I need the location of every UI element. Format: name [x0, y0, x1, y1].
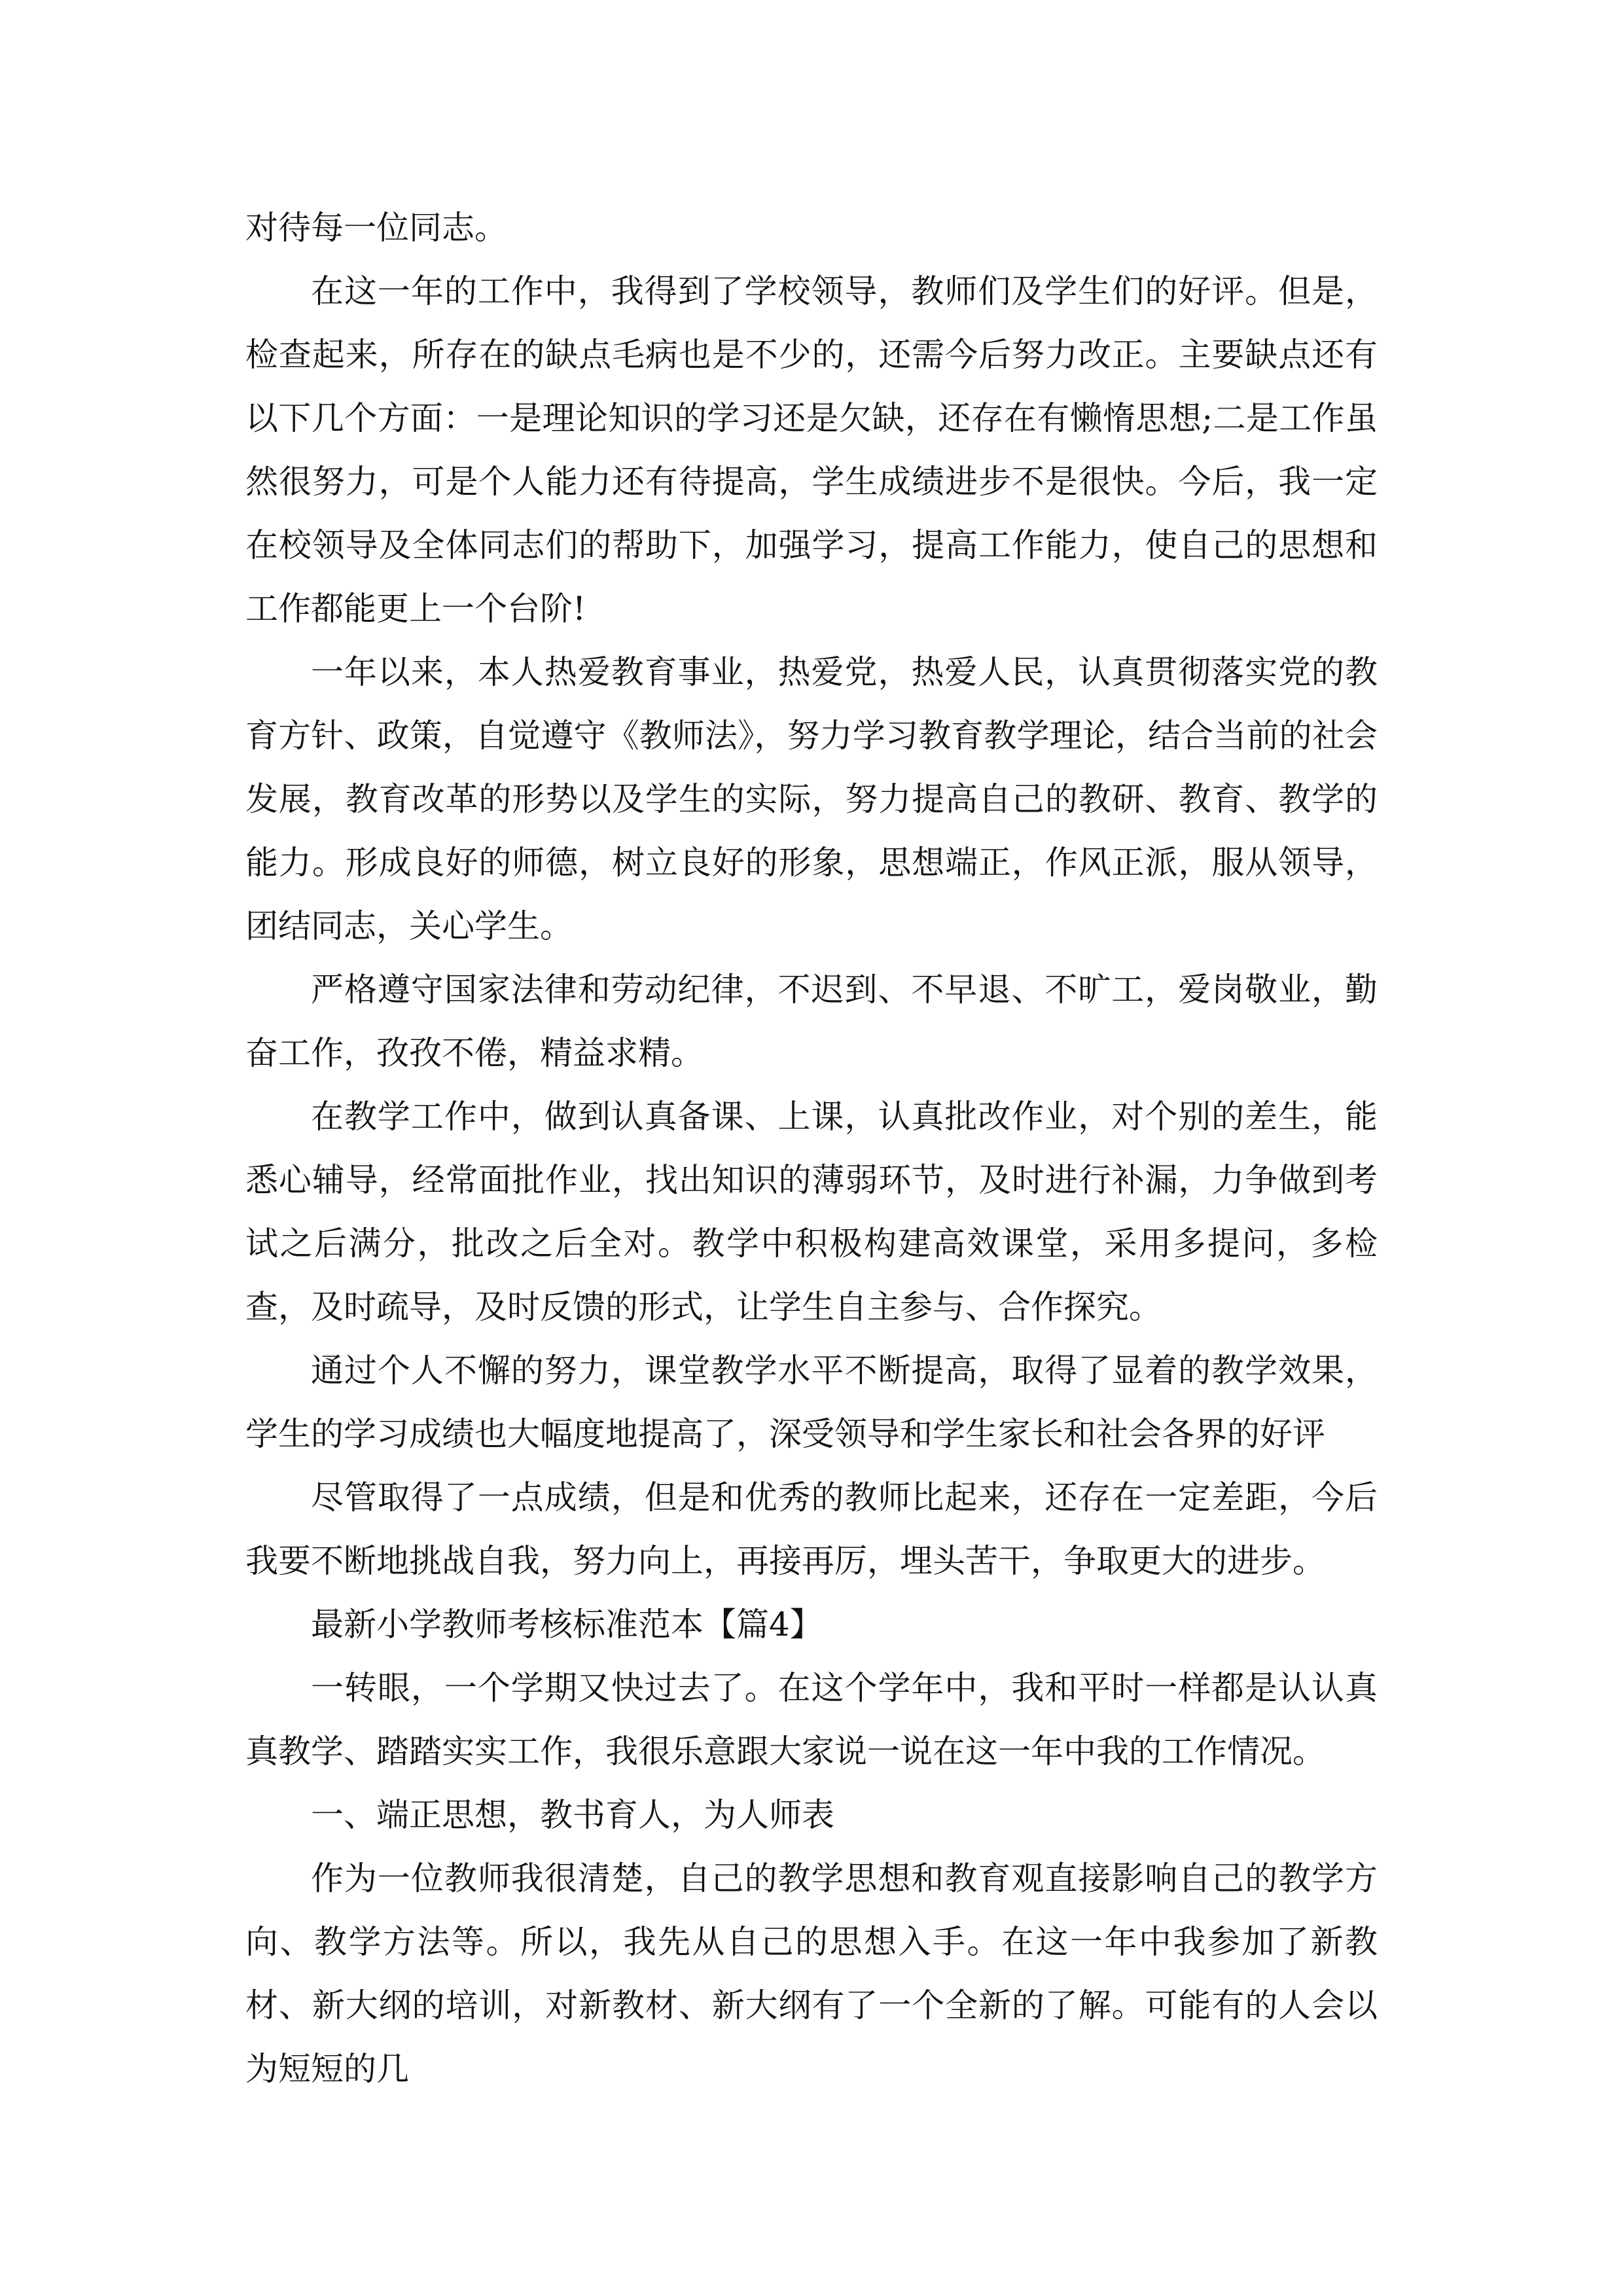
paragraph-results: 通过个人不懈的努力，课堂教学水平不断提高，取得了显着的教学效果，学生的学习成绩也大幅度地提高了，深受领导和学生家长和社会各界的好评 — [245, 1352, 1378, 1453]
paragraph-continuation: 对待每一位同志。 — [245, 209, 507, 247]
paragraph-year-summary: 一年以来，本人热爱教育事业，热爱党，热爱人民，认真贯彻落实党的教育方针、政策，自觉遵守《教师法》，努力学习教育教学理论，结合当前的社会发展，教育改革的形势以及学生的实际，努力提高自己的教研、教育、教学的能力。形成良好的师德，树立良好的形象，思想端正，作风正派，服从领导，团结同志，关心学生。 — [245, 653, 1378, 945]
paragraph-teaching-work: 在教学工作中，做到认真备课、上课，认真批改作业，对个别的差生，能悉心辅导，经常面批作业，找出知识的薄弱环节，及时进行补漏，力争做到考试之后满分，批改之后全对。教学中积极构建高效课堂，采用多提问，多检查，及时疏导，及时反馈的形式，让学生自主参与、合作探究。 — [245, 1098, 1378, 1326]
paragraph-teaching-philosophy: 作为一位教师我很清楚，自己的教学思想和教育观直接影响自己的教学方向、教学方法等。所以，我先从自己的思想入手。在这一年中我参加了新教材、新大纲的培训，对新教材、新大纲有了一个全新的了解。可能有的人会以为短短的几 — [245, 1859, 1378, 2088]
paragraph-intro: 一转眼，一个学期又快过去了。在这个学年中，我和平时一样都是认认真真教学、踏踏实实工作，我很乐意跟大家说一说在这一年中我的工作情况。 — [245, 1669, 1378, 1770]
subsection-heading: 一、端正思想，教书育人，为人师表 — [311, 1796, 834, 1834]
paragraph-self-review: 在这一年的工作中，我得到了学校领导，教师们及学生们的好评。但是，检查起来，所存在的缺点毛病也是不少的，还需今后努力改正。主要缺点还有以下几个方面：一是理论知识的学习还是欠缺，还存在有懒惰思想;二是工作虽然很努力，可是个人能力还有待提高，学生成绩进步不是很快。今后，我一定在校领导及全体同志们的帮助下，加强学习，提高工作能力，使自己的思想和工作都能更上一个台阶! — [245, 272, 1378, 628]
document-body — [245, 196, 1378, 2101]
paragraph-discipline: 严格遵守国家法律和劳动纪律，不迟到、不早退、不旷工，爱岗敬业，勤奋工作，孜孜不倦，精益求精。 — [245, 971, 1378, 1072]
section-heading: 最新小学教师考核标准范本【篇4】 — [311, 1605, 823, 1643]
paragraph-outlook: 尽管取得了一点成绩，但是和优秀的教师比起来，还存在一定差距，今后我要不断地挑战自我，努力向上，再接再厉，埋头苦干，争取更大的进步。 — [245, 1479, 1378, 1580]
